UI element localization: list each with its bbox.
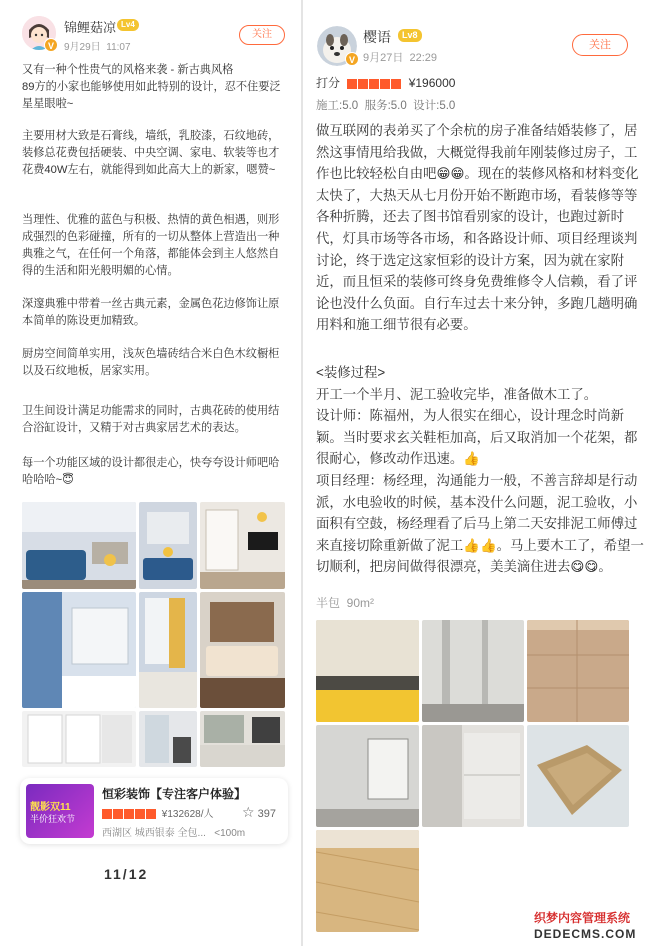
- post-paragraph: 每一个功能区域的设计都很走心，快夸夸设计师吧哈哈哈哈~😇: [22, 457, 280, 486]
- review-photo[interactable]: [422, 725, 524, 827]
- review-scores: 施工:5.0 服务:5.0 设计:5.0: [316, 100, 456, 112]
- post-photo[interactable]: [139, 592, 197, 708]
- shop-card[interactable]: [20, 778, 288, 844]
- post-paragraph: 厨房空间简单实用，浅灰色墙砖结合米白色木纹橱柜以及石纹地板，居家实用。: [22, 348, 280, 377]
- post-paragraph: 主要用材大致是石膏线，墙纸，乳胶漆，石纹地砖，装修总花费包括硬装、中央空调、家电、软装等也才花费40W左右，就能得到如此高大上的新家，嗯赞~: [22, 130, 280, 176]
- star-icon: [146, 809, 156, 819]
- review-date: [363, 49, 437, 65]
- right-review: [303, 0, 664, 946]
- star-icon: [124, 809, 134, 819]
- review-date-day: 9月27日: [363, 52, 404, 64]
- level-badge: Lv4: [117, 19, 139, 31]
- star-icon: [391, 79, 401, 89]
- post-date-time: 11:07: [106, 42, 131, 53]
- watermark-line1: 织梦内容管理系统: [534, 911, 631, 925]
- post-photo[interactable]: [200, 502, 285, 589]
- star-icon: [347, 79, 357, 89]
- star-icon: [135, 809, 145, 819]
- review-photo[interactable]: [527, 620, 629, 722]
- post-photo[interactable]: [22, 502, 136, 589]
- review-photo[interactable]: [422, 620, 524, 722]
- star-outline-icon: ☆: [242, 804, 255, 820]
- post-photo[interactable]: [22, 592, 136, 708]
- review-photo[interactable]: [316, 620, 419, 722]
- star-icon: [380, 79, 390, 89]
- watermark-line2: DEDECMS.COM: [534, 927, 637, 941]
- shop-location: 西湖区 城西银泰 全包...: [102, 828, 206, 839]
- post-photo[interactable]: [139, 711, 197, 767]
- shop-name: 恒彩装饰【专注客户体验】: [102, 787, 247, 801]
- star-icon: [369, 79, 379, 89]
- star-icon: [113, 809, 123, 819]
- star-icon: [358, 79, 368, 89]
- shop-thumb-title: 靓影双11: [30, 802, 71, 813]
- rating-label: 打分: [316, 76, 341, 90]
- shop-rating: [102, 805, 214, 820]
- favorite-count: 397: [257, 808, 276, 820]
- post-paragraph: 深邃典雅中带着一丝古典元素，金属色花边修饰让原本简单的陈设更加精致。: [22, 298, 280, 327]
- post-date: [64, 38, 131, 53]
- review-paragraph: <装修过程> 开工一个半月、泥工验收完毕，准备做木工了。 设计师：陈福州，为人很实在细心，设计理念时尚新颖。当时要求玄关鞋柜加高，后又取消加一个花架，都很耐心，修改动作迅速。👍 项目经理：杨经理，沟通能力一般，不善言辞却是行动派，水电验收的时候，基本没什么问题，泥工验收，小面积有空鼓，杨经理看了后马上第二天安排泥工师傅过来直接切除重新做了泥工👍👍。马上要木工了，希望一切顺利，把房间做得很漂亮，美美滴住进去😋😋。: [316, 365, 644, 575]
- follow-button[interactable]: 关注: [572, 34, 628, 56]
- post-photo[interactable]: [200, 592, 285, 708]
- review-photo[interactable]: [316, 830, 419, 932]
- post-date-day: 9月29日: [64, 42, 101, 53]
- page-indicator: 11/12: [104, 866, 149, 882]
- username[interactable]: 锦鲤菇凉: [64, 20, 117, 35]
- verified-badge-icon: V: [345, 52, 359, 66]
- verified-badge-icon: V: [44, 38, 58, 52]
- review-photo[interactable]: [527, 725, 629, 827]
- review-meta: 半包 90m²: [316, 596, 375, 610]
- post-paragraph: 卫生间设计满足功能需求的同时，古典花砖的使用结合浴缸设计，又精于对古典家居艺术的表达。: [22, 405, 280, 434]
- star-icon: [102, 809, 112, 819]
- review-date-time: 22:29: [409, 52, 438, 64]
- rating-row: [316, 74, 455, 91]
- review-paragraph: 做互联网的表弟买了个余杭的房子准备结婚装修了，居然这事情甩给我做，大概觉得我前年刚装修过房子，工作也比较轻松自由吧😁😁。现在的装修风格和材料变化太快了，大热天从七月份开始不断跑市场，看装修等等各种折腾，还去了图书馆看别家的设计，也跑过新时代，灯具市场等各市场，和各路设计师、项目经理谈判讨论，终于选定这家恒彩的设计方案，因为就在家附近，而且恒采的装修可终身免费维修令人信赖，看了评论也没什么负面。自行车过去十来分钟，多跑几趟明确用料和施工细节很有必要。: [316, 123, 639, 333]
- watermark: [534, 910, 662, 944]
- shop-location-row: [102, 824, 245, 839]
- shop-price: ¥132628/人: [161, 809, 214, 820]
- review-price: ¥196000: [408, 76, 456, 90]
- review-photo[interactable]: [316, 725, 419, 827]
- level-badge: Lv8: [398, 29, 422, 42]
- left-post: [0, 0, 300, 946]
- shop-distance: <100m: [214, 828, 246, 839]
- shop-thumb-subtitle: 半价狂欢节: [30, 814, 76, 824]
- post-photo[interactable]: [200, 711, 285, 767]
- shop-thumbnail: [26, 784, 94, 838]
- post-paragraph: 又有一种个性贵气的风格来袭 - 新古典风格 89方的小家也能够使用如此特别的设计，忍不住要泛星星眼啦~: [22, 64, 281, 110]
- follow-button[interactable]: 关注: [239, 25, 285, 45]
- post-paragraph: 当理性、优雅的蓝色与积极、热情的黄色相遇，则形成强烈的色彩碰撞，所有的一切从整体上营造出一种典雅之气，在任何一个角落，都能体会到主人悠然自得的生活和阳光般明媚的心情。: [22, 214, 280, 277]
- post-photo[interactable]: [22, 711, 136, 767]
- post-photo[interactable]: [139, 502, 197, 589]
- favorite-button[interactable]: [242, 804, 276, 821]
- username[interactable]: 樱语: [363, 29, 391, 45]
